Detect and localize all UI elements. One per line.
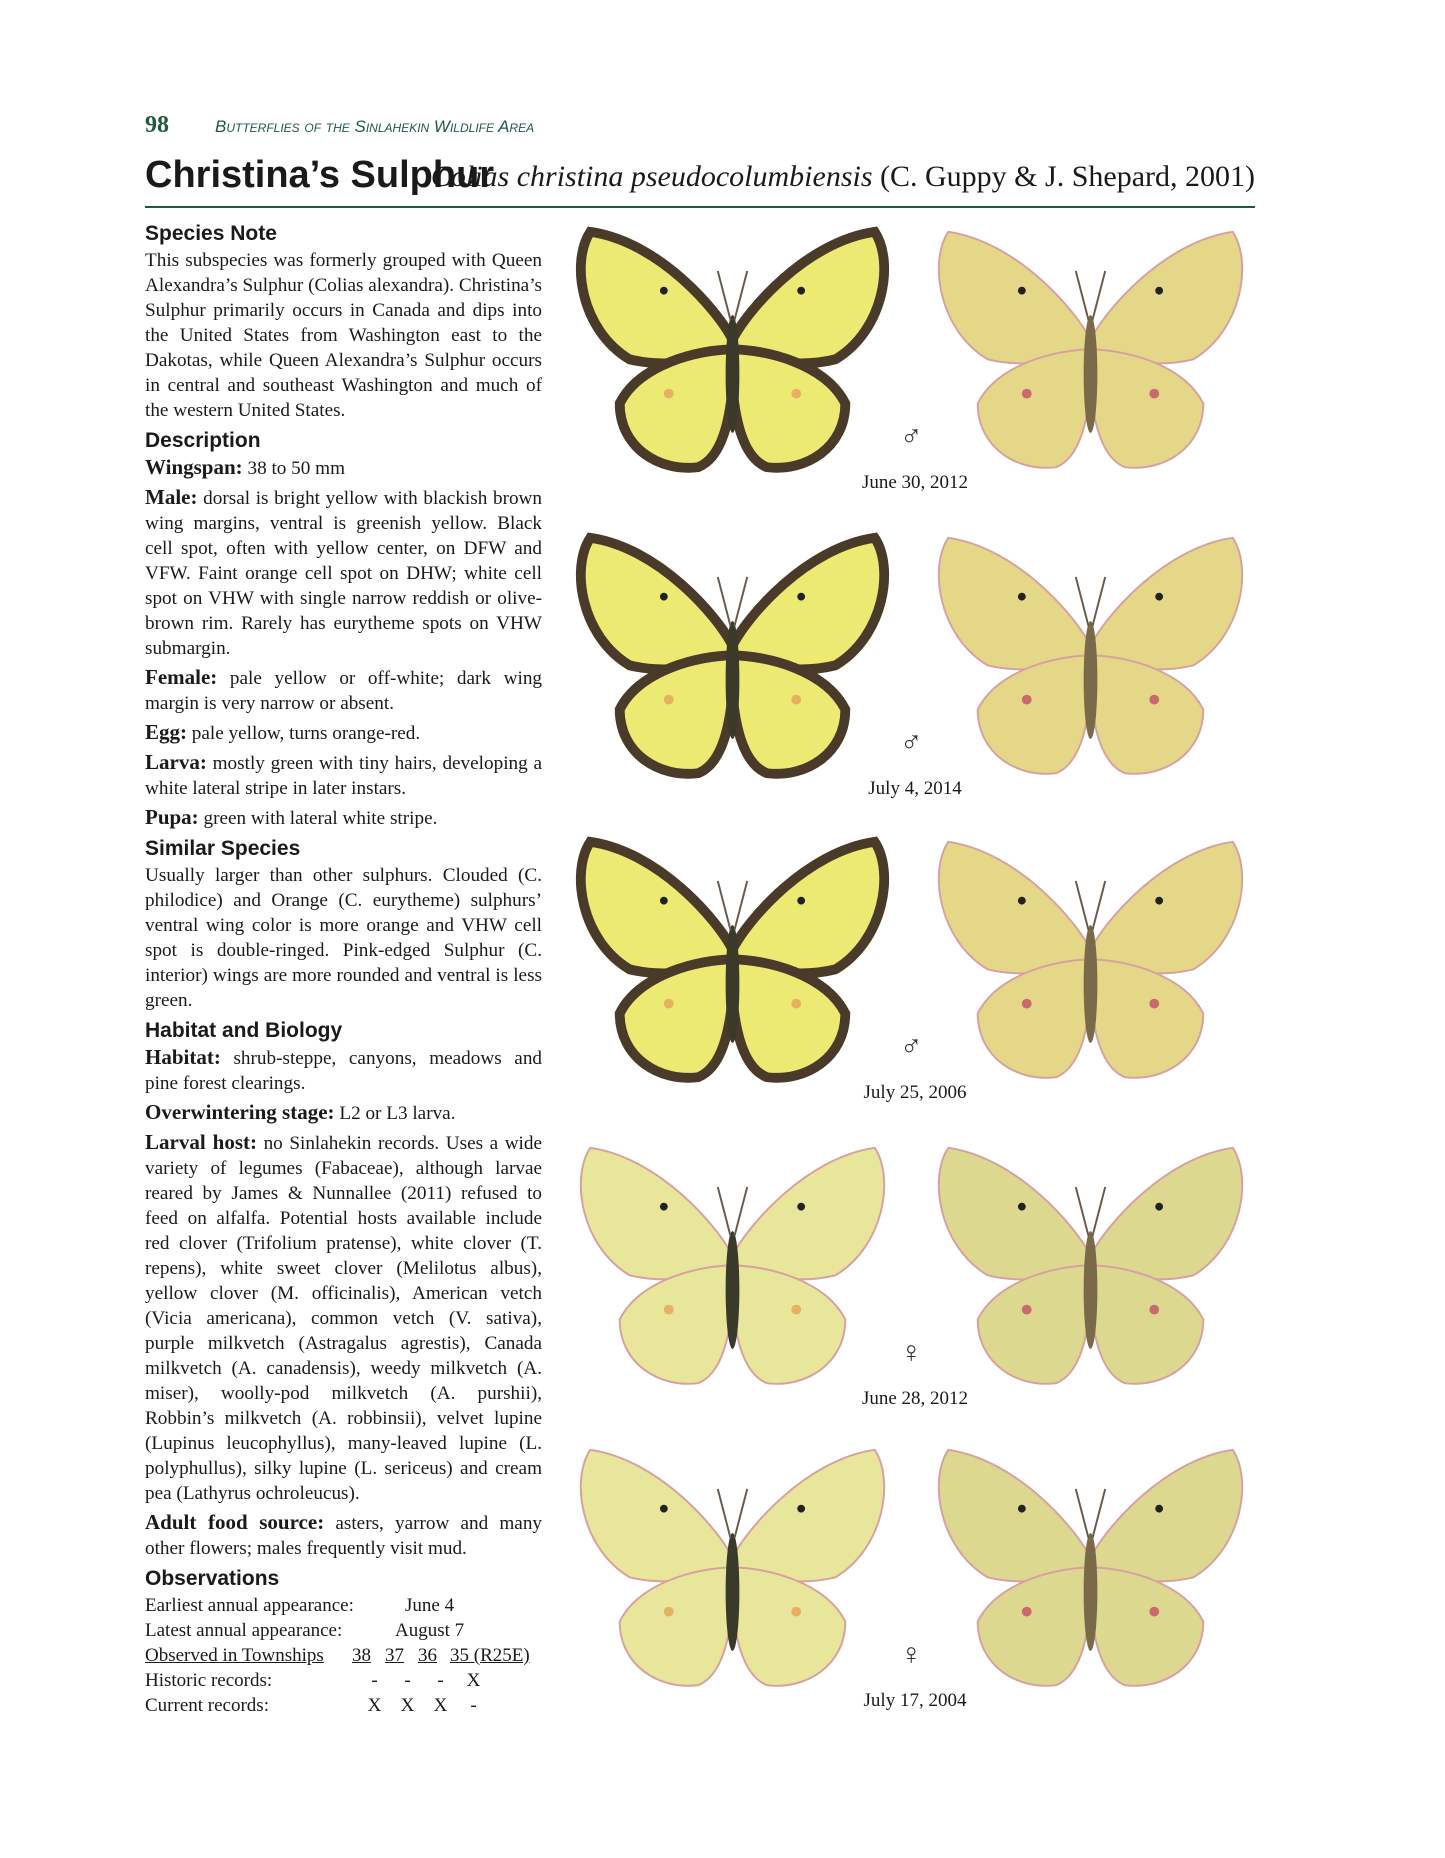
description-heading: Description [145,429,261,452]
overwinter-text: L2 or L3 larva. [339,1103,456,1124]
page-title: Christina’s Sulphur [145,154,495,196]
habitat-label: Habitat: [145,1045,221,1069]
specimen-date: July 17, 2004 [863,1690,967,1711]
current-35: - [470,1695,477,1716]
similar-text: Usually larger than other sulphurs. Clouded (C. philodice) and Orange (C. eurytheme) sulphurs’ ventral wing color is more orange and VHW cell spot is double-ringed. Pink-edged Sulphur (C. interior) wings are more rounded and ventral is less green. [145,865,542,1011]
townships-row [145,1643,542,1668]
pupa-desc [145,805,542,831]
current-36: X [433,1695,448,1716]
scientific-name-italic: Colias christina pseudocolumbiensis [430,160,873,193]
specimen-date: July 4, 2014 [868,778,962,799]
current-label: Current records: [145,1695,269,1716]
latest-value: August 7 [395,1620,465,1641]
larval-host-desc [145,1130,542,1506]
townships-label: Observed in Townships [145,1645,324,1666]
male-label: Male: [145,485,198,509]
dorsal-butterfly-image [560,1440,905,1695]
running-header [145,112,534,139]
historic-label: Historic records: [145,1670,273,1691]
ventral-butterfly-image [918,528,1263,783]
earliest-value: June 4 [405,1595,455,1616]
scientific-name [431,160,1255,194]
observations-heading: Observations [145,1567,280,1590]
similar-heading: Similar Species [145,837,301,860]
overwinter-label: Overwintering stage: [145,1100,335,1124]
larva-desc [145,750,542,801]
current-38: X [367,1695,382,1716]
township-35: 35 (R25E) [450,1645,530,1666]
wingspan-label: Wingspan: [145,455,243,479]
historic-35: X [466,1670,481,1691]
egg-desc [145,720,542,746]
historic-38: - [371,1670,378,1691]
habitat-heading: Habitat and Biology [145,1019,343,1042]
wingspan-value: 38 to 50 mm [247,458,346,479]
male-desc [145,485,542,661]
larval-host-text: no Sinlahekin records. Uses a wide variety of legumes (Fabaceae), although larvae reared by James & Nunnallee (2011) refused to feed on alfalfa. Potential hosts available include red clover (Trifolium pratense), white clover (T. repens), white sweet clover (Melilotus albus), yellow clover (M. officinalis), American vetch (Vicia americana), common vetch (V. sativa), purple milkvetch (Astragalus agrestis), Canada milkvetch (A. canadensis), weedy milkvetch (A. miser), woolly-pod milkvetch (A. purshii), Robbin’s milkvetch (A. robbinsii), velvet lupine (Lupinus leucophyllus), many-leaved lupine (L. polyphullus), silky lupine (L. sericeus) and cream pea (Lathyrus ochroleucus). [145,1133,543,1504]
female-symbol: ♀ [900,1638,923,1671]
ventral-butterfly-image [918,1440,1263,1695]
ventral-butterfly-image [918,832,1263,1087]
scientific-authority: (C. Guppy & J. Shepard, 2001) [880,160,1255,193]
dorsal-butterfly-image [560,832,905,1087]
larva-label: Larva: [145,750,207,774]
page-number: 98 [145,112,169,138]
female-label: Female: [145,665,218,689]
larval-host-label: Larval host: [145,1130,258,1154]
pupa-label: Pupa: [145,805,199,829]
dorsal-butterfly-image [560,1138,905,1393]
species-note-text: This subspecies was formerly grouped with Queen Alexandra’s Sulphur (Colias alexandra). Christina’s Sulphur primarily occurs in Canada and dips into the United States from Washington east to the Dakotas, while Queen Alexandra’s Sulphur occurs in central and southeast Washington and much of the western United States. [145,250,542,421]
larva-text: mostly green with tiny hairs, developing a white lateral stripe in later instars. [145,753,543,799]
dorsal-butterfly-image [560,528,905,783]
dorsal-butterfly-image [560,222,905,477]
historic-36: - [437,1670,444,1691]
running-title: Butterflies of the Sinlahekin Wildlife Area [215,117,535,136]
specimen-date: June 30, 2012 [861,472,969,493]
food-text: asters, yarrow and many other flowers; males frequently visit mud. [145,1513,543,1559]
egg-label: Egg: [145,720,187,744]
latest-label: Latest annual appearance: [145,1620,343,1641]
township-38: 38 [352,1645,371,1666]
ventral-butterfly-image [918,1138,1263,1393]
male-symbol: ♂ [900,726,923,759]
observations-table [145,1593,542,1718]
female-text: pale yellow or off-white; dark wing margin is very narrow or absent. [145,668,543,714]
female-symbol: ♀ [900,1336,923,1369]
food-label: Adult food source: [145,1510,325,1534]
species-note-heading: Species Note [145,222,277,245]
ventral-butterfly-image [918,222,1263,477]
title-rule [145,206,1255,208]
pupa-text: green with lateral white stripe. [203,808,438,829]
male-text: dorsal is bright yellow with blackish brown wing margins, ventral is greenish yellow. Black cell spot, often with yellow center, on DFW and VFW. Faint orange cell spot on DHW; white cell spot on VHW with single narrow reddish or olive-brown rim. Rarely has eurytheme spots on VHW submargin. [145,488,543,659]
overwinter-desc [145,1100,542,1126]
food-desc [145,1510,542,1561]
current-37: X [400,1695,415,1716]
male-symbol: ♂ [900,1030,923,1063]
earliest-label: Earliest annual appearance: [145,1595,354,1616]
specimen-date: June 28, 2012 [861,1388,969,1409]
habitat-text: shrub-steppe, canyons, meadows and pine forest clearings. [145,1048,543,1094]
township-36: 36 [418,1645,437,1666]
text-column [145,220,542,1718]
wingspan [145,455,542,481]
township-37: 37 [385,1645,404,1666]
specimen-date: July 25, 2006 [863,1082,967,1103]
male-symbol: ♂ [900,420,923,453]
female-desc [145,665,542,716]
egg-text: pale yellow, turns orange-red. [191,723,421,744]
historic-37: - [404,1670,411,1691]
habitat-desc [145,1045,542,1096]
